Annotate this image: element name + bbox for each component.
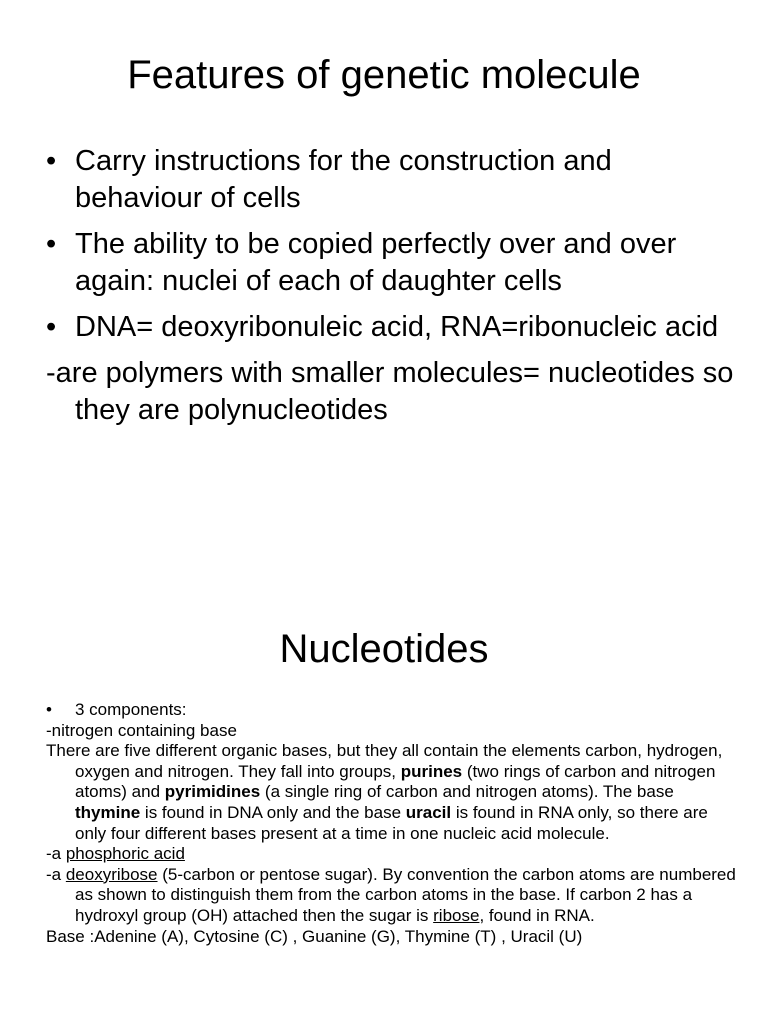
text-span: is found in DNA only and the base <box>140 802 406 822</box>
text-span: -a <box>46 844 66 864</box>
text-span: There are five different organic bases, but they all contain the elements carbon, hydrogen, oxygen and nitrogen. They fall into groups, <box>46 741 723 781</box>
features-list <box>46 143 746 429</box>
list-item-text: Carry instructions for the construction and behaviour of cells <box>75 145 612 214</box>
polymer-note: -are polymers with smaller molecules= nucleotides so they are polynucleotides <box>46 357 734 426</box>
list-item-text: 3 components: <box>75 700 187 719</box>
slide-title-features: Features of genetic molecule <box>127 53 641 97</box>
term-pyrimidines: pyrimidines <box>164 782 261 802</box>
list-item <box>46 309 746 346</box>
component-phosphoric-line <box>46 844 736 865</box>
list-item <box>46 143 746 217</box>
text-span: -a <box>46 864 66 884</box>
term-uracil: uracil <box>405 802 452 822</box>
text-span: (two rings of carbon and nitrogen atoms) and <box>75 761 716 802</box>
text-span: , found in RNA. <box>479 905 595 925</box>
sugar-paragraph <box>46 865 736 927</box>
bullet-icon: • <box>46 145 57 177</box>
bullet-icon: • <box>46 311 57 343</box>
bullet-icon: • <box>46 228 57 260</box>
term-ribose: ribose <box>433 905 480 925</box>
text-span: (a single ring of carbon and nitrogen atoms). The base <box>260 782 674 802</box>
list-item-text: DNA= deoxyribonuleic acid, RNA=ribonucleic acid <box>75 311 719 343</box>
list-item <box>46 700 736 721</box>
bullet-icon: • <box>46 700 52 719</box>
term-deoxyribose: deoxyribose <box>65 864 158 884</box>
component-base-line: -nitrogen containing base <box>46 720 237 740</box>
term-phosphoric-acid: phosphoric acid <box>65 844 185 864</box>
base-list-line: Base :Adenine (A), Cytosine (C) , Guanine (G), Thymine (T) , Uracil (U) <box>46 926 583 946</box>
text-span: is found in RNA only, so there are only four different bases present at a time in one nucleic acid molecule. <box>75 802 708 843</box>
list-item <box>46 226 746 300</box>
text-span: (5-carbon or pentose sugar). By convention the carbon atoms are numbered as shown to distinguish them from the carbon atoms in the base. If carbon 2 has a hydroxyl group (OH) attached then the sugar is <box>75 864 736 925</box>
nucleotides-content <box>46 700 736 947</box>
bases-paragraph <box>46 741 736 844</box>
term-thymine: thymine <box>75 802 141 822</box>
list-item-text: The ability to be copied perfectly over and over again: nuclei of each of daughter cells <box>75 228 677 297</box>
slide-title-nucleotides: Nucleotides <box>279 627 489 671</box>
term-purines: purines <box>400 761 463 781</box>
